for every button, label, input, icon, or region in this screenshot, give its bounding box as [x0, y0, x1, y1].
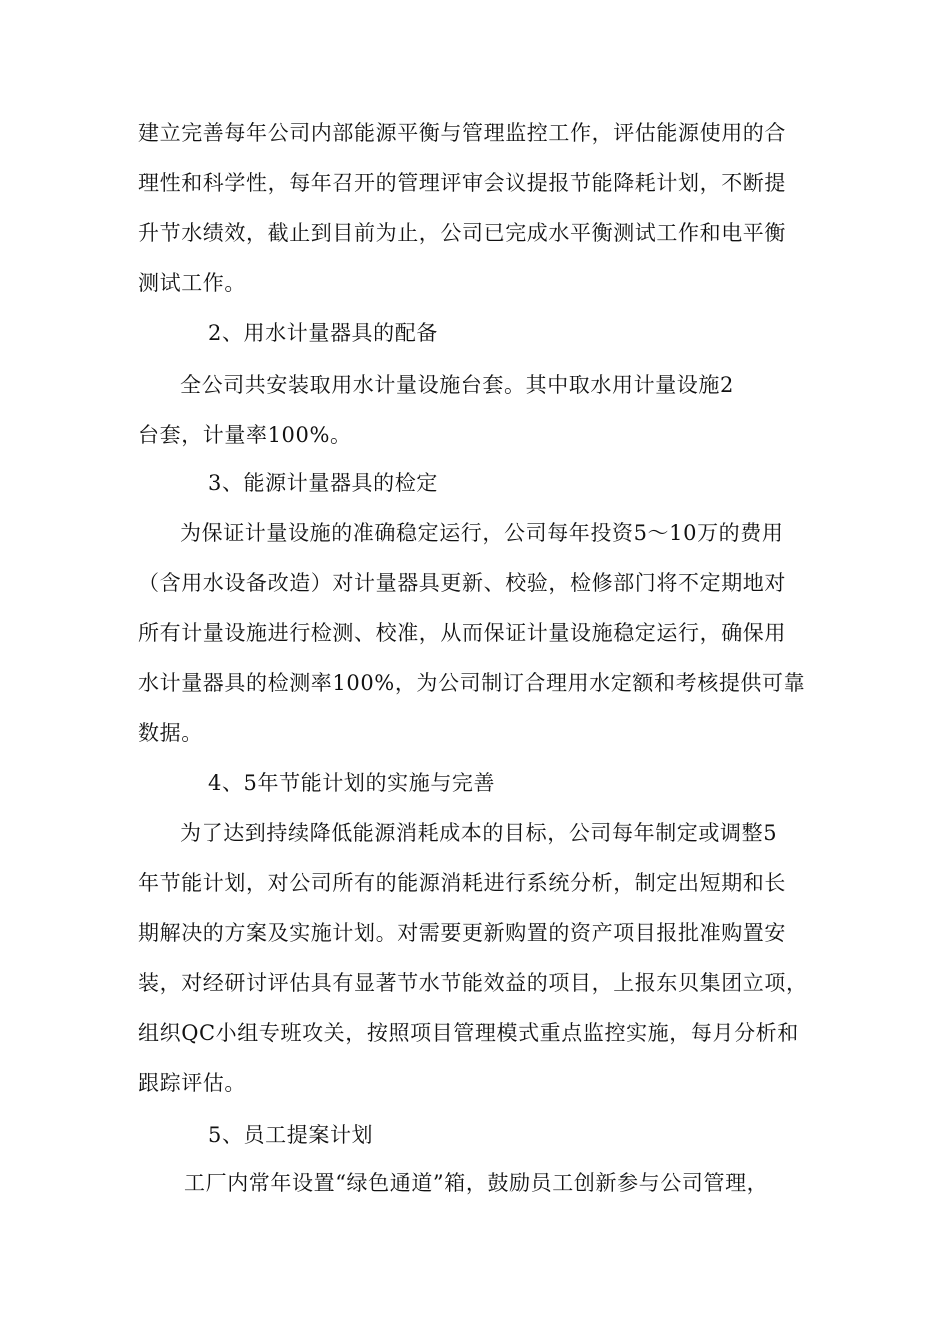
- paragraph-line: 升节水绩效，截止到目前为止，公司已完成水平衡测试工作和电平衡: [138, 221, 786, 245]
- section-heading: 3、能源计量器具的检定: [208, 471, 438, 495]
- paragraph-line: 工厂内常年设置“绿色通道”箱，鼓励员工创新参与公司管理，: [184, 1171, 769, 1195]
- paragraph-line: 建立完善每年公司内部能源平衡与管理监控工作，评估能源使用的合: [138, 121, 786, 145]
- section-heading: 2、用水计量器具的配备: [208, 321, 438, 345]
- paragraph-line: 理性和科学性，每年召开的管理评审会议提报节能降耗计划，不断提: [138, 171, 786, 195]
- paragraph-line: 所有计量设施进行检测、校准，从而保证计量设施稳定运行，确保用: [138, 621, 786, 645]
- paragraph-line: 全公司共安装取用水计量设施台套。其中取水用计量设施2: [180, 373, 734, 397]
- paragraph-line: 测试工作。: [138, 271, 246, 295]
- paragraph-line: 为保证计量设施的准确稳定运行，公司每年投资5〜10万的费用: [180, 521, 784, 545]
- paragraph-line: 装，对经研讨评估具有显著节水节能效益的项目，上报东贝集团立项，: [138, 971, 808, 995]
- section-heading: 5、员工提案计划: [208, 1123, 374, 1147]
- paragraph-line: 为了达到持续降低能源消耗成本的目标，公司每年制定或调整5: [180, 821, 778, 845]
- section-heading: 4、5年节能计划的实施与完善: [208, 771, 496, 795]
- paragraph-line: 跟踪评估。: [138, 1071, 246, 1095]
- paragraph-line: 数据。: [138, 721, 203, 745]
- paragraph-line: 年节能计划，对公司所有的能源消耗进行系统分析，制定出短期和长: [138, 871, 786, 895]
- paragraph-line: （含用水设备改造）对计量器具更新、校验，检修部门将不定期地对: [138, 571, 786, 595]
- paragraph-line: 台套，计量率100%。: [138, 423, 352, 447]
- paragraph-line: 水计量器具的检测率100%，为公司制订合理用水定额和考核提供可靠: [138, 671, 806, 695]
- paragraph-line: 组织QC小组专班攻关，按照项目管理模式重点监控实施，每月分析和: [138, 1021, 799, 1045]
- paragraph-line: 期解决的方案及实施计划。对需要更新购置的资产项目报批准购置安: [138, 921, 786, 945]
